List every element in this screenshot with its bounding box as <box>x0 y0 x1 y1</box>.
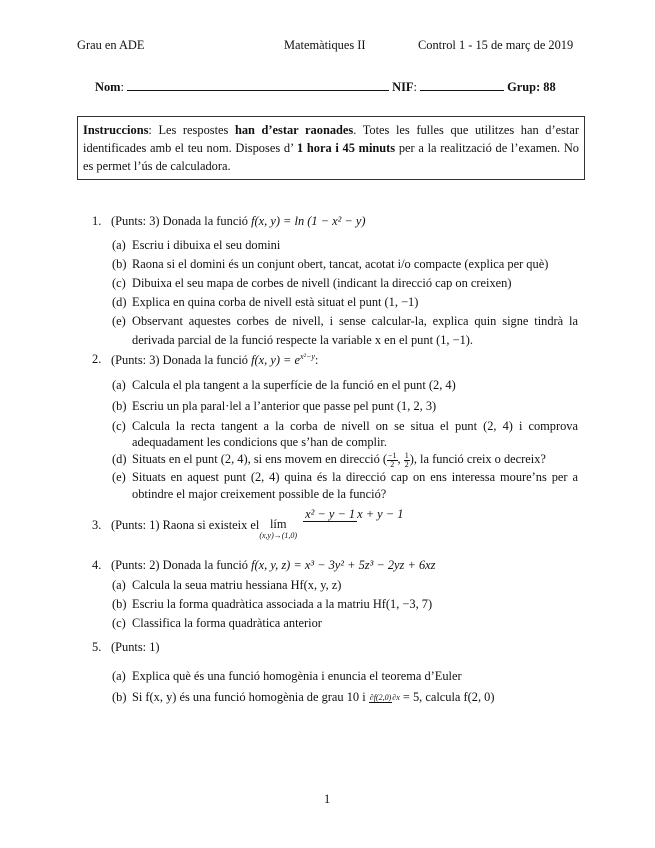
item-label: (a) <box>112 578 126 592</box>
question-intro: (Punts: 1) <box>111 640 160 654</box>
limit <box>259 507 297 542</box>
student-form: Nom: NIF: Grup: 88 <box>95 80 556 94</box>
limit-operator: lím <box>269 517 287 531</box>
instructions-text: : Les respostes <box>148 123 235 137</box>
item-label: (c) <box>112 419 126 433</box>
item-text: Escriu la forma quadràtica associada a la matriu Hf(1, −3, 7) <box>132 597 433 611</box>
question-number: 3. <box>92 518 102 532</box>
item-text: Explica en quina corba de nivell està situat el punt (1, −1) <box>132 295 419 309</box>
exam-title: Control 1 - 15 de març de 2019 <box>418 38 574 52</box>
item-text: Calcula la recta tangent a la corba de nivell on se situa el punt (2, 4) i comprova adequadament les condicions que s’han de complir. <box>132 419 578 449</box>
list-item <box>112 376 578 395</box>
question-5 <box>92 640 578 704</box>
instructions-label: Instruccions <box>83 123 149 137</box>
item-label: (e) <box>112 470 126 484</box>
nom-label: Nom <box>95 80 121 94</box>
item-label: (d) <box>112 452 127 466</box>
fraction <box>369 694 400 702</box>
separator: , <box>397 452 404 466</box>
list-item <box>112 688 578 707</box>
formula: f(x, y, z) = x³ − 3y² + 5z³ − 2yz + 6xz <box>251 558 436 572</box>
item-text: Explica què és una funció homogènia i enuncia el teorema d’Euler <box>132 669 462 683</box>
item-text: Situats en el punt (2, 4), si ens movem en direcció ( <box>132 452 387 466</box>
denominator: 2 <box>404 459 409 469</box>
question-number: 2. <box>92 352 102 366</box>
denominator: 2 <box>390 459 395 469</box>
item-label: (c) <box>112 276 126 290</box>
list-item <box>112 236 578 255</box>
list-item <box>112 418 578 450</box>
fraction <box>387 452 398 469</box>
item-label: (d) <box>112 295 127 309</box>
numerator: −1 <box>387 450 397 460</box>
nom-field[interactable] <box>127 78 389 91</box>
list-item <box>112 293 578 312</box>
item-label: (a) <box>112 378 126 392</box>
instructions-bold: han d’estar raonades <box>234 123 354 137</box>
item-text: Escriu un pla paral·lel a l’anterior que passe pel punt (1, 2, 3) <box>132 399 437 413</box>
item-label: (b) <box>112 257 127 271</box>
item-label: (e) <box>112 314 126 328</box>
question-number: 5. <box>92 640 102 654</box>
question-intro: (Punts: 3) Donada la funció <box>111 353 252 368</box>
punctuation: : <box>314 353 319 368</box>
question-number: 4. <box>92 558 102 572</box>
item-label: (b) <box>112 690 127 704</box>
question-intro: (Punts: 2) Donada la funció <box>111 558 252 572</box>
instructions-box <box>77 116 585 180</box>
question-1 <box>92 214 578 347</box>
list-item <box>112 312 578 350</box>
item-text: Classifica la forma quadràtica anterior <box>132 616 322 630</box>
nif-label: NIF <box>392 80 414 94</box>
list-item <box>112 595 578 614</box>
limit-fraction <box>303 507 403 522</box>
item-label: (c) <box>112 616 126 630</box>
grup-label: Grup: 88 <box>507 80 556 94</box>
question-number: 1. <box>92 214 102 228</box>
list-item <box>112 576 578 595</box>
list-item <box>112 667 578 686</box>
list-item <box>112 274 578 293</box>
list-item <box>112 469 578 503</box>
list-item <box>112 614 578 633</box>
instructions-text: . Totes les fulles que utilitzes han d’estar identificades amb el teu nom. Disposes d’ <box>83 123 579 155</box>
item-text: Escriu i dibuixa el seu domini <box>132 238 281 252</box>
item-text: Situats en aquest punt (2, 4) quina és la direcció cap on ens interessa moure’ns per a obtindre el major creixement possible de la funció? <box>132 470 578 501</box>
item-text: Si f(x, y) és una funció homogènia de grau 10 i <box>132 690 369 704</box>
question-4 <box>92 558 578 630</box>
item-label: (a) <box>112 238 126 252</box>
nif-field[interactable] <box>420 78 504 91</box>
instructions-text: per a la realització de l’examen. No es permet l’ús de calculadora. <box>83 141 579 173</box>
list-item <box>112 255 578 274</box>
item-text: = 5, calcula f(2, 0) <box>399 690 495 704</box>
numerator: x² − y − 1 <box>305 507 356 521</box>
question-3 <box>92 507 578 542</box>
limit-subscript: (x,y)→(1,0) <box>259 531 298 540</box>
instructions-bold: 1 hora i 45 minuts <box>296 141 396 155</box>
denominator: ∂x <box>392 693 400 703</box>
formula-exponent: x²−y <box>300 352 315 361</box>
list-item <box>112 397 578 416</box>
formula: f(x, y) = e <box>251 353 301 368</box>
item-label: (a) <box>112 669 126 683</box>
subject-name: Matemàtiques II <box>284 38 366 52</box>
item-text: Raona si el domini és un conjunt obert, tancat, acotat i/o compacte (explica per què) <box>132 257 549 271</box>
item-label: (b) <box>112 597 127 611</box>
question-intro: (Punts: 1) Raona si existeix el <box>111 518 260 532</box>
formula: f(x, y) = ln (1 − x² − y) <box>251 214 366 228</box>
denominator: x + y − 1 <box>357 507 404 521</box>
item-text: ), la funció creix o decreix? <box>409 452 546 466</box>
question-2 <box>92 352 578 501</box>
list-item <box>112 450 578 469</box>
question-intro: (Punts: 3) Donada la funció <box>111 214 252 228</box>
item-text: Dibuixa el seu mapa de corbes de nivell (indicant la direcció cap on creixen) <box>132 276 512 290</box>
item-text: Calcula el pla tangent a la superfície de la funció en el punt (2, 4) <box>132 378 456 392</box>
numerator: ∂f(2,0) <box>369 693 392 703</box>
page-number: 1 <box>324 792 331 806</box>
numerator: 1 <box>404 450 409 460</box>
item-label: (b) <box>112 399 127 413</box>
item-text: Calcula la seua matriu hessiana Hf(x, y, z) <box>132 578 342 592</box>
item-text: Observant aquestes corbes de nivell, i sense calcular-la, explica quin signe tindrà la derivada parcial de la funció respecte la variable x en el punt (1, −1). <box>132 314 578 347</box>
course-name: Grau en ADE <box>77 38 145 52</box>
